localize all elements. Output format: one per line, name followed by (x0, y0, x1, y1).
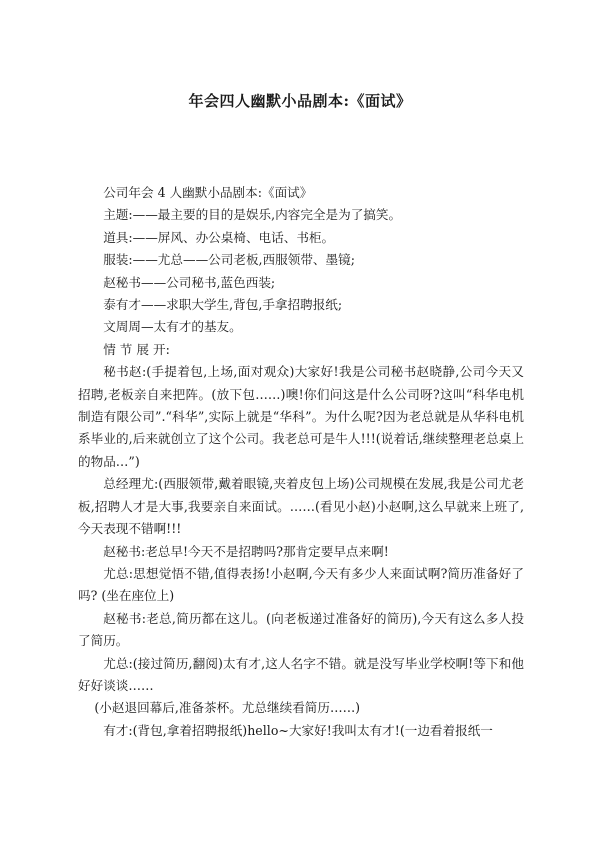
paragraph-dialogue: 秘书赵:(手提着包,上场,面对观众)大家好!我是公司秘书赵晓静,公司今天又招聘,老板亲自来把阵。(放下包……)噢!你们问这是什么公司呀?这叫“科华电机制造有限公司”.“科华”,实际上就是“华科”。为什么呢?因为老总就是从华科电机系毕业的,后来就创立了这个公司。我老总可是牛人!!!(说着话,继续整理老总桌上的物品…”) (78, 364, 524, 469)
paragraph-dialogue: 有才:(背包,拿着招聘报纸)hello~大家好!我叫太有才!(一边看着报纸一 (103, 722, 493, 738)
paragraph-dialogue: 尤总:思想觉悟不错,值得表扬!小赵啊,今天有多少人来面试啊?简历准备好了吗? (坐在座位上) (78, 565, 524, 604)
paragraph-dialogue: 赵秘书:老总,简历都在这儿。(向老板递过准备好的简历),今天有这么多人投了简历。 (78, 610, 524, 649)
paragraph-theme: 主题:——最主要的目的是娱乐,内容完全是为了搞笑。 (103, 207, 402, 223)
paragraph-plot-heading: 情 节 展 开: (103, 341, 170, 357)
paragraph-dialogue: 总经理尤:(西服领带,戴着眼镜,夹着皮包上场)公司规模在发展,我是公司尤老板,招聘人才是大事,我要亲自来面试。……(看见小赵)小赵啊,这么早就来上班了,今天表现不错啊!!! (78, 476, 524, 537)
paragraph-subtitle: 公司年会 4 人幽默小品剧本:《面试》 (103, 185, 313, 200)
paragraph-stage-direction: (小赵退回幕后,准备茶杯。尤总继续看简历……) (94, 700, 361, 716)
document-title: 年会四人幽默小品剧本:《面试》 (188, 92, 412, 110)
paragraph-dialogue: 尤总:(接过简历,翻阅)太有才,这人名字不错。就是没写毕业学校啊!等下和他好好谈谈…… (78, 655, 524, 693)
paragraph-costume: 服装:——尤总——公司老板,西服领带、墨镜; (103, 252, 355, 268)
paragraph-role-youcai: 泰有才——求职大学生,背包,手拿招聘报纸; (103, 297, 343, 313)
paragraph-role-secretary: 赵秘书——公司秘书,蓝色西装; (103, 274, 276, 290)
document-body (78, 182, 524, 742)
paragraph-dialogue: 赵秘书:老总早!今天不是招聘吗?那肯定要早点来啊! (103, 543, 389, 559)
paragraph-props: 道具:——屏风、办公桌椅、电话、书柜。 (103, 229, 335, 245)
paragraph-role-friend: 文周周—太有才的基友。 (103, 319, 242, 335)
